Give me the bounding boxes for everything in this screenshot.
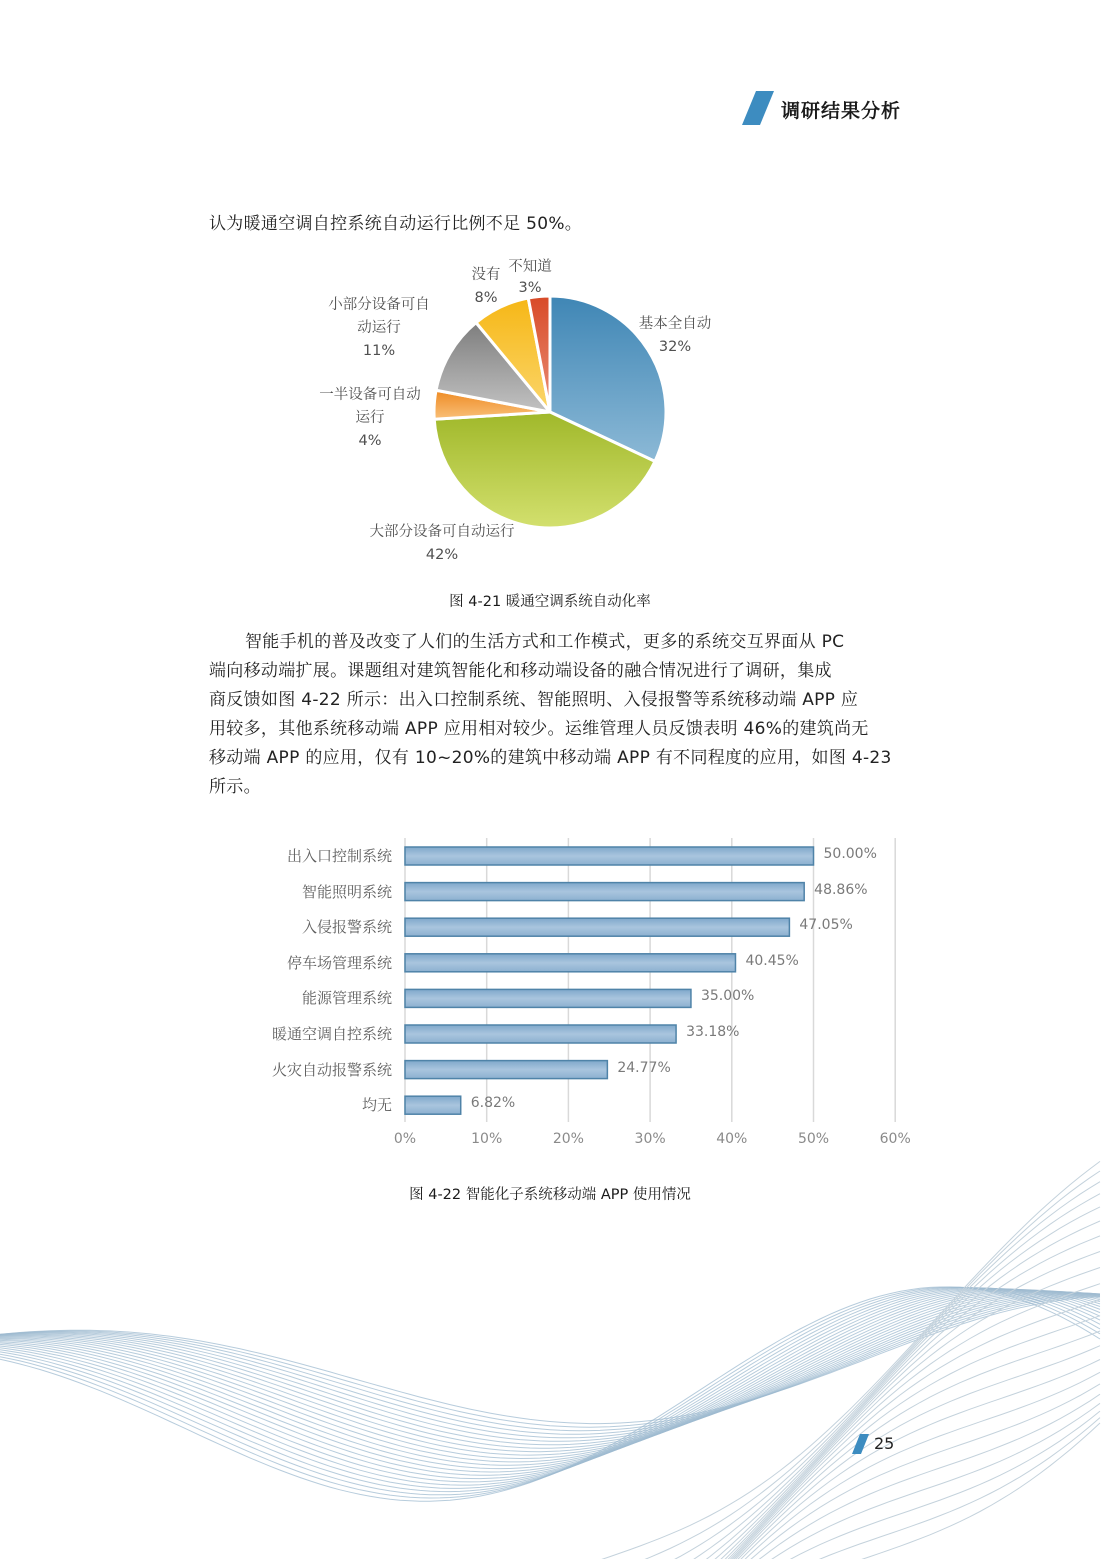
page-number: 25 (874, 1434, 895, 1453)
bar-category-label: 火灾自动报警系统 (271, 1060, 392, 1079)
bar-value-label: 6.82% (470, 1095, 516, 1112)
paragraph-line: 端向移动端扩展。课题组对建筑智能化和移动端设备的融合情况进行了调研，集成 (209, 661, 832, 681)
x-axis-tick: 10% (471, 1131, 503, 1147)
paragraph-line: 移动端 APP 的应用，仅有 10~20%的建筑中移动端 APP 有不同程度的应用，如图 4-23 (209, 748, 892, 768)
bar-value-label: 24.77% (617, 1059, 671, 1076)
bar-category-label: 智能照明系统 (301, 882, 392, 901)
bar-value-label: 35.00% (700, 988, 755, 1005)
x-axis-tick: 50% (797, 1131, 830, 1147)
bar-value-label: 40.45% (745, 952, 799, 969)
pie-label-pct: 42% (425, 547, 459, 563)
bar (405, 1096, 461, 1114)
bar (405, 1061, 607, 1079)
pie-label-name: 基本全自动 (638, 316, 712, 332)
bar-value-label: 47.05% (799, 917, 853, 934)
page-number-mark-icon (851, 1434, 871, 1454)
x-axis-tick: 40% (716, 1131, 748, 1147)
pie-label-pct: 32% (658, 339, 692, 355)
bar-category-label: 能源管理系统 (301, 989, 392, 1008)
pie-label-pct: 8% (474, 290, 498, 306)
bar-category-label: 出入口控制系统 (286, 847, 392, 865)
bar (405, 883, 804, 901)
bar-value-label: 33.18% (686, 1024, 740, 1040)
pie-label-name: 不知道 (508, 259, 552, 275)
pie-label-name: 一半设备可自动 (319, 387, 421, 403)
pie-label-pct: 4% (358, 433, 382, 449)
bar (405, 918, 789, 936)
pie-label-name: 小部分设备可自 (328, 297, 430, 313)
pie-label-pct: 11% (362, 343, 396, 359)
figure-4-21-caption: 图 4-21 暖通空调系统自动化率 (449, 594, 651, 610)
x-axis-tick: 0% (393, 1131, 417, 1147)
pie-label-name: 运行 (355, 410, 385, 426)
bar-category-label: 停车场管理系统 (286, 953, 392, 972)
pie-label-name: 动运行 (357, 320, 401, 336)
intro-text: 认为暖通空调自控系统自动运行比例不足 50%。 (209, 214, 583, 234)
bar (405, 954, 735, 972)
bar-category-label: 暖通空调自控系统 (271, 1025, 392, 1043)
section-title: 调研结果分析 (781, 100, 902, 122)
bar-value-label: 50.00% (823, 846, 877, 862)
x-axis-tick: 30% (634, 1131, 666, 1147)
paragraph-line: 用较多，其他系统移动端 APP 应用相对较少。运维管理人员反馈表明 46%的建筑尚无 (209, 719, 869, 739)
paragraph-line: 商反馈如图 4-22 所示：出入口控制系统、智能照明、入侵报警等系统移动端 APP 应 (209, 690, 859, 710)
bar-value-label: 48.86% (814, 881, 868, 898)
pie-label-name: 大部分设备可自动运行 (369, 524, 515, 540)
bar-category-label: 均无 (361, 1096, 392, 1115)
x-axis-tick: 20% (552, 1131, 584, 1147)
paragraph-line: 所示。 (209, 777, 261, 797)
paragraph-line: 智能手机的普及改变了人们的生活方式和工作模式，更多的系统交互界面从 PC (245, 632, 845, 652)
bar-category-label: 入侵报警系统 (301, 918, 392, 937)
pie-label-pct: 3% (518, 280, 542, 296)
wave-background-decoration (0, 1160, 1102, 1559)
x-axis-tick: 60% (879, 1131, 911, 1147)
bar (405, 989, 691, 1007)
bar (405, 847, 814, 865)
bar (405, 1025, 676, 1043)
pie-label-name: 没有 (471, 267, 501, 283)
figure-4-22-caption: 图 4-22 智能化子系统移动端 APP 使用情况 (409, 1187, 691, 1203)
